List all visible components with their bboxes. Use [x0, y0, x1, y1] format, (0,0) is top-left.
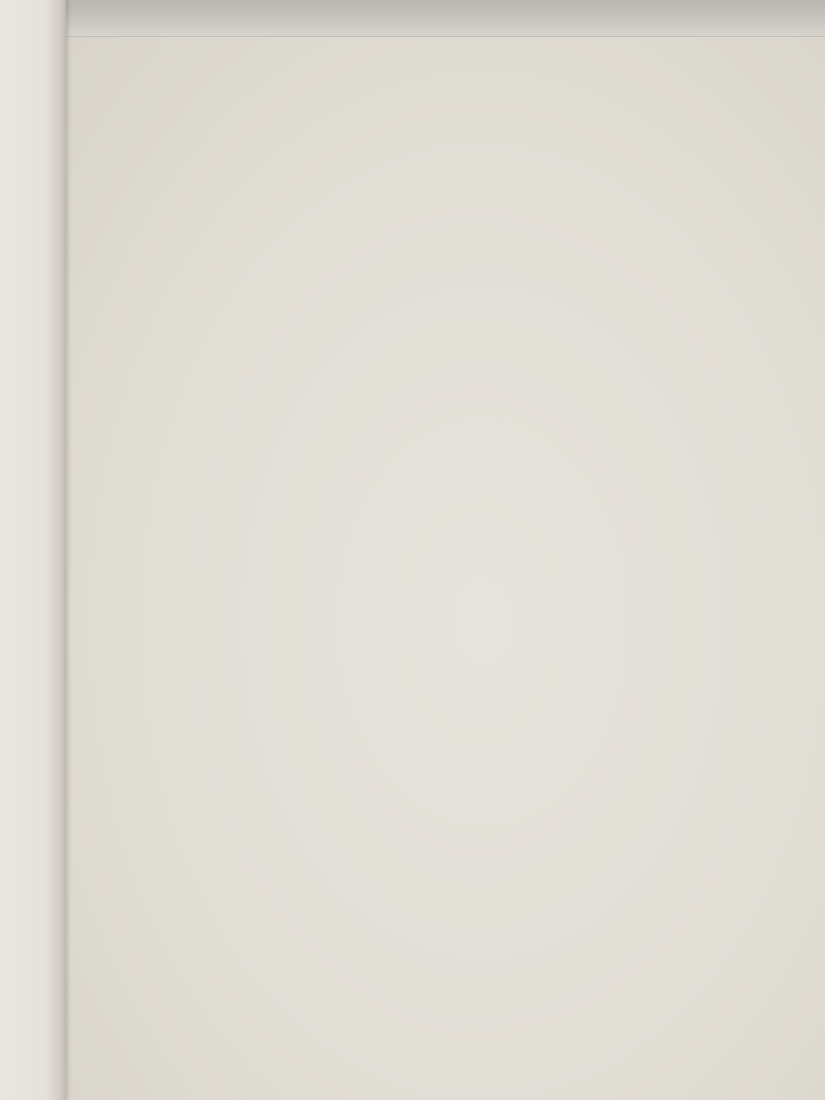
- facing-page-edge: [60, 0, 825, 40]
- title-page: [64, 36, 825, 1100]
- left-page-leaf: [0, 0, 66, 1100]
